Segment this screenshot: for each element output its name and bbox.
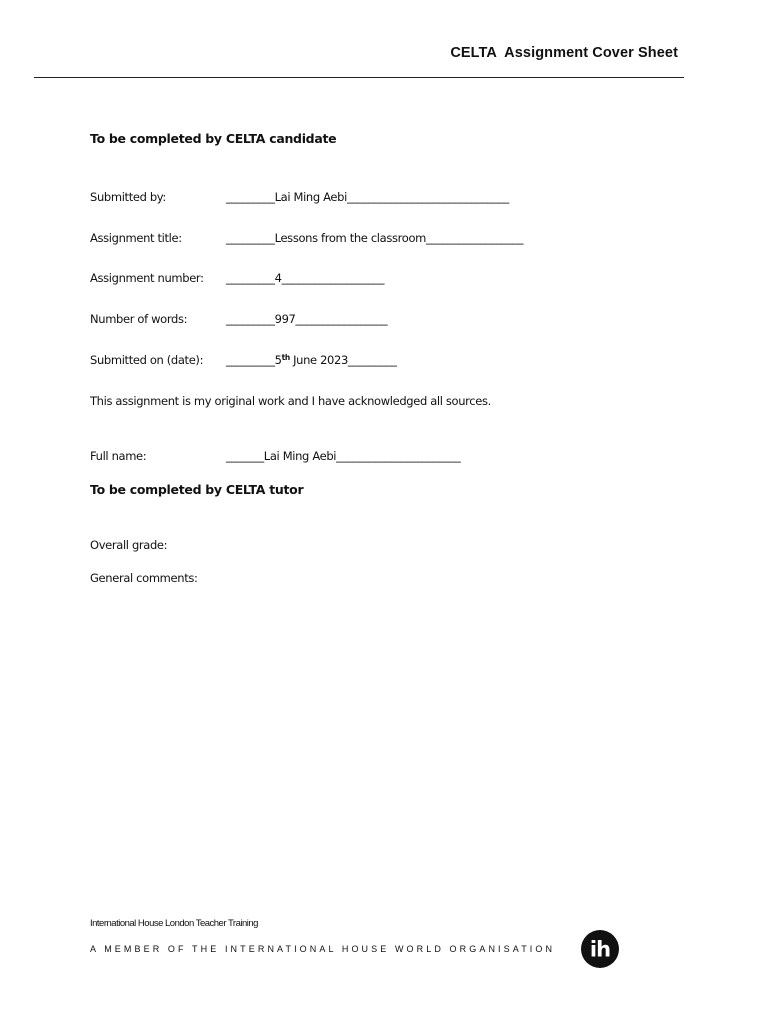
page-title: CELTA Assignment Cover Sheet xyxy=(450,45,678,61)
header-divider xyxy=(34,77,684,78)
submitted-on-value xyxy=(226,353,397,367)
assignment-number-value: _________4___________________ xyxy=(226,271,385,285)
footer-member-text: A MEMBER OF THE INTERNATIONAL HOUSE WORLD ORGANISATION xyxy=(90,944,556,954)
submitted-on-value-prefix: _________5 xyxy=(226,353,282,367)
submitted-on-value-ordinal: th xyxy=(281,353,290,362)
candidate-section-heading: To be completed by CELTA candidate xyxy=(90,131,337,146)
assignment-number-label: Assignment number: xyxy=(90,271,204,285)
submitted-on-value-suffix: June 2023_________ xyxy=(289,353,397,367)
footer-organisation: International House London Teacher Training xyxy=(90,918,258,929)
number-of-words-label: Number of words: xyxy=(90,312,188,326)
ih-logo-icon xyxy=(581,930,619,968)
submitted-by-label: Submitted by: xyxy=(90,190,166,204)
full-name-value: _______Lai Ming Aebi_______________________ xyxy=(226,449,461,463)
number-of-words-value: _________997_________________ xyxy=(226,312,388,326)
submitted-by-value: _________Lai Ming Aebi______________________________ xyxy=(226,190,509,204)
tutor-section-heading: To be completed by CELTA tutor xyxy=(90,482,304,497)
overall-grade-label: Overall grade: xyxy=(90,538,168,552)
general-comments-label: General comments: xyxy=(90,571,198,585)
ih-logo-text: ih xyxy=(589,937,611,962)
originality-statement: This assignment is my original work and I have acknowledged all sources. xyxy=(90,394,491,408)
assignment-title-value: _________Lessons from the classroom__________________ xyxy=(226,231,524,245)
assignment-title-label: Assignment title: xyxy=(90,231,182,245)
submitted-on-label: Submitted on (date): xyxy=(90,353,204,367)
full-name-label: Full name: xyxy=(90,449,147,463)
